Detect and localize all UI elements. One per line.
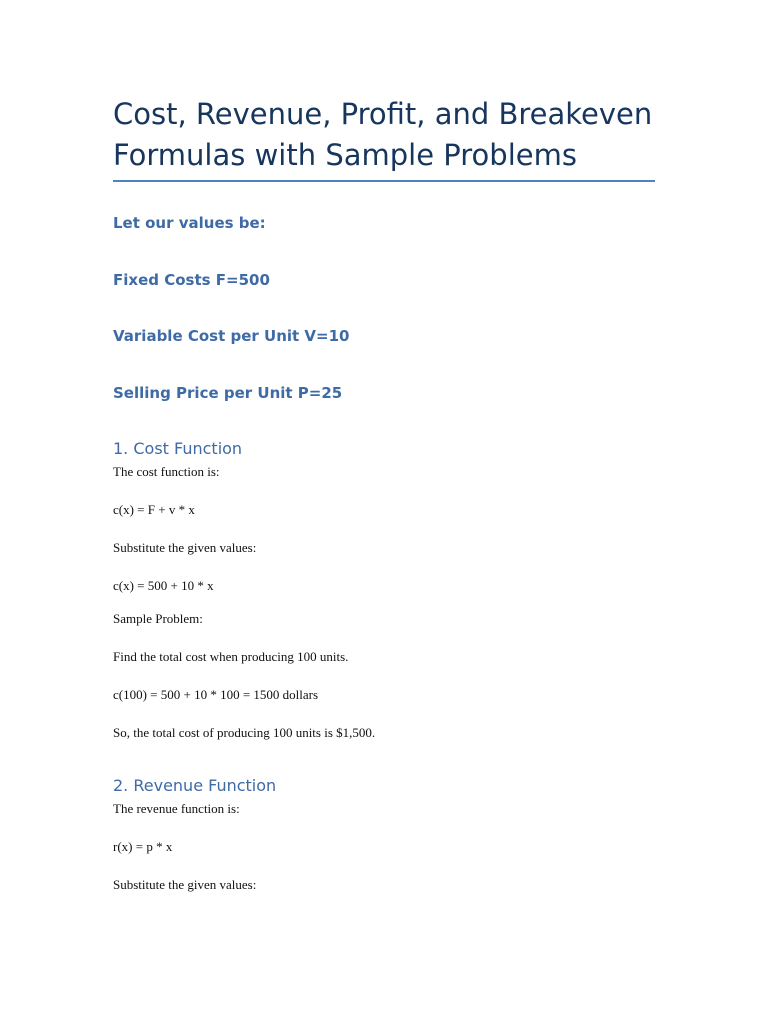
fixed-costs-value: Fixed Costs F=500 [113,271,270,289]
selling-price-value: Selling Price per Unit P=25 [113,384,343,402]
cost-formula: c(x) = F + v * x [113,502,195,517]
variable-cost-value: Variable Cost per Unit V=10 [113,327,350,345]
revenue-substitute-label: Substitute the given values: [113,877,257,892]
cost-substituted-formula: c(x) = 500 + 10 * x [113,578,214,593]
revenue-function-heading: 2. Revenue Function [113,776,277,795]
cost-conclusion: So, the total cost of producing 100 units is $1,500. [113,725,376,740]
page-title [113,94,673,176]
title-line-1: Cost, Revenue, Profit, and Breakeven [113,97,653,131]
cost-intro-text: The cost function is: [113,464,220,479]
cost-calculation: c(100) = 500 + 10 * 100 = 1500 dollars [113,687,319,702]
revenue-formula: r(x) = p * x [113,839,173,854]
values-heading: Let our values be: [113,214,266,232]
sample-problem-text: Find the total cost when producing 100 units. [113,649,349,664]
sample-problem-label: Sample Problem: [113,611,203,626]
cost-substitute-label: Substitute the given values: [113,540,257,555]
revenue-intro-text: The revenue function is: [113,801,240,816]
cost-function-heading: 1. Cost Function [113,439,243,458]
title-underline [113,180,655,182]
title-line-2: Formulas with Sample Problems [113,138,577,172]
